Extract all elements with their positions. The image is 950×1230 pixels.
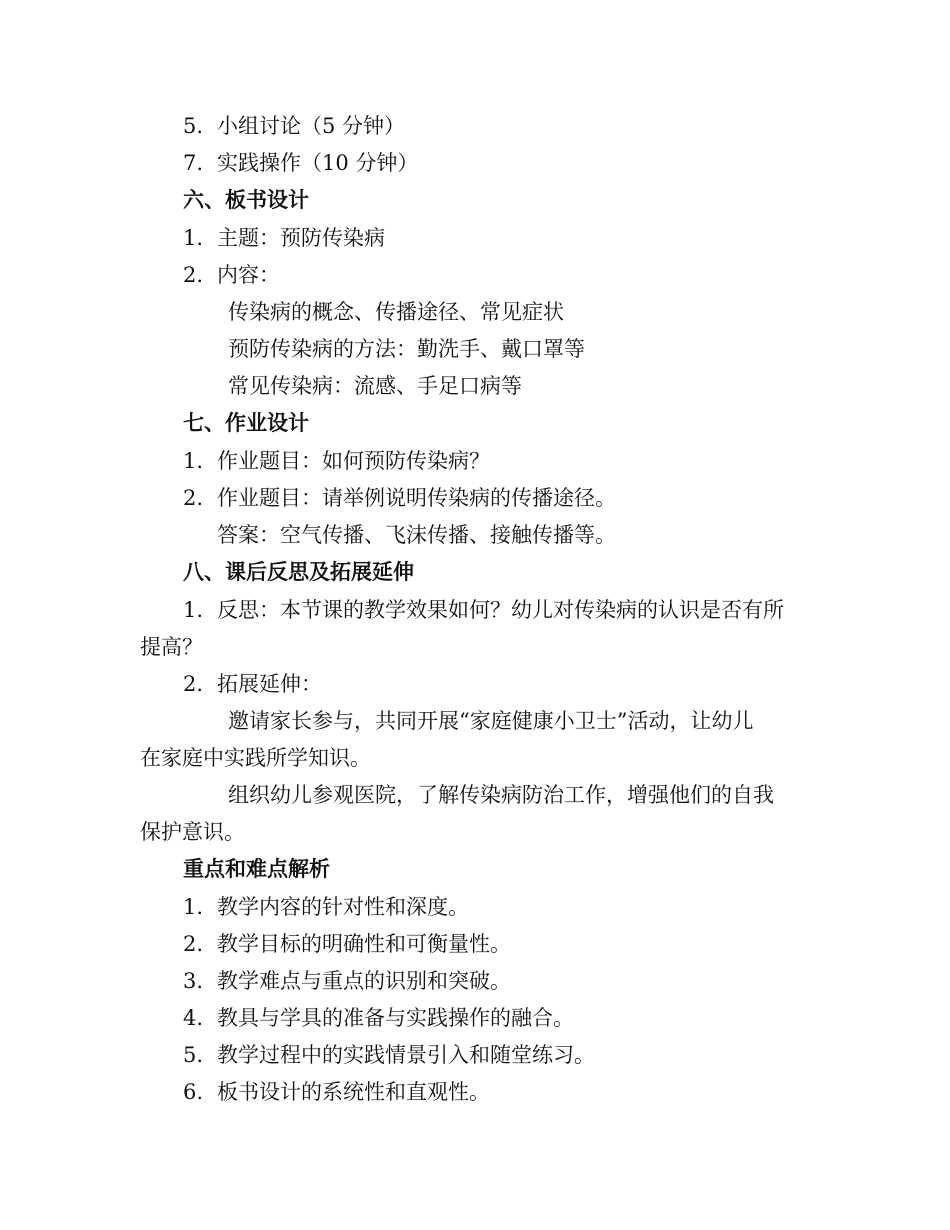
list-number: 1.	[183, 895, 204, 919]
paragraph-line: 提高？	[140, 635, 203, 659]
list-number: 5.	[183, 114, 204, 138]
list-text: 作业题目：如何预防传染病？	[217, 449, 490, 473]
list-item	[183, 894, 469, 920]
list-number: 4.	[183, 1006, 204, 1030]
list-item	[183, 225, 385, 251]
list-item	[183, 448, 490, 474]
content-line: 传染病的概念、传播途径、常见症状	[228, 300, 564, 324]
list-item	[183, 150, 418, 176]
list-item	[183, 1042, 595, 1068]
list-item	[183, 671, 322, 697]
list-text: 教具与学具的准备与实践操作的融合。	[217, 1006, 574, 1030]
list-number: 1.	[183, 598, 204, 622]
list-text: 教学过程中的实践情景引入和随堂练习。	[217, 1043, 595, 1067]
paragraph-line: 组织幼儿参观医院，了解传染病防治工作，增强他们的自我	[228, 783, 774, 807]
list-text: 教学难点与重点的识别和突破。	[217, 969, 511, 993]
answer-line: 答案：空气传播、飞沫传播、接触传播等。	[217, 523, 616, 547]
section-heading-reflection: 八、课后反思及拓展延伸	[183, 560, 414, 584]
list-text: 教学目标的明确性和可衡量性。	[217, 932, 511, 956]
list-text: 教学内容的针对性和深度。	[217, 895, 469, 919]
list-number: 3.	[183, 969, 204, 993]
section-heading-homework: 七、作业设计	[183, 411, 309, 435]
list-number: 2.	[183, 263, 204, 287]
list-number: 2.	[183, 672, 204, 696]
content-line: 预防传染病的方法：勤洗手、戴口罩等	[228, 337, 585, 361]
list-item	[183, 262, 280, 288]
section-heading-analysis: 重点和难点解析	[183, 857, 330, 881]
list-text: 实践操作（10 分钟）	[217, 151, 419, 175]
paragraph-line: 保护意识。	[140, 820, 245, 844]
list-number: 2.	[183, 486, 204, 510]
list-text: 板书设计的系统性和直观性。	[217, 1080, 490, 1104]
list-number: 2.	[183, 932, 204, 956]
list-item	[183, 1005, 574, 1031]
list-text: 反思：本节课的教学效果如何？幼儿对传染病的认识是否有所	[217, 598, 784, 622]
list-item	[183, 931, 511, 957]
list-text: 内容：	[217, 263, 280, 287]
list-number: 6.	[183, 1080, 204, 1104]
list-number: 1.	[183, 449, 204, 473]
list-text: 小组讨论（5 分钟）	[217, 114, 406, 138]
paragraph-line: 在家庭中实践所学知识。	[140, 746, 371, 770]
list-number: 5.	[183, 1043, 204, 1067]
list-text: 作业题目：请举例说明传染病的传播途径。	[217, 486, 616, 510]
list-item	[183, 968, 511, 994]
content-line: 常见传染病：流感、手足口病等	[228, 374, 522, 398]
list-text: 拓展延伸：	[217, 672, 322, 696]
paragraph-line: 邀请家长参与，共同开展“家庭健康小卫士”活动，让幼儿	[228, 709, 754, 733]
paragraph-line	[183, 597, 784, 623]
list-item	[183, 485, 616, 511]
list-item	[183, 113, 405, 139]
list-item	[183, 1079, 490, 1105]
list-text: 主题：预防传染病	[217, 226, 385, 250]
section-heading-board-design: 六、板书设计	[183, 188, 309, 212]
list-number: 7.	[183, 151, 204, 175]
list-number: 1.	[183, 226, 204, 250]
